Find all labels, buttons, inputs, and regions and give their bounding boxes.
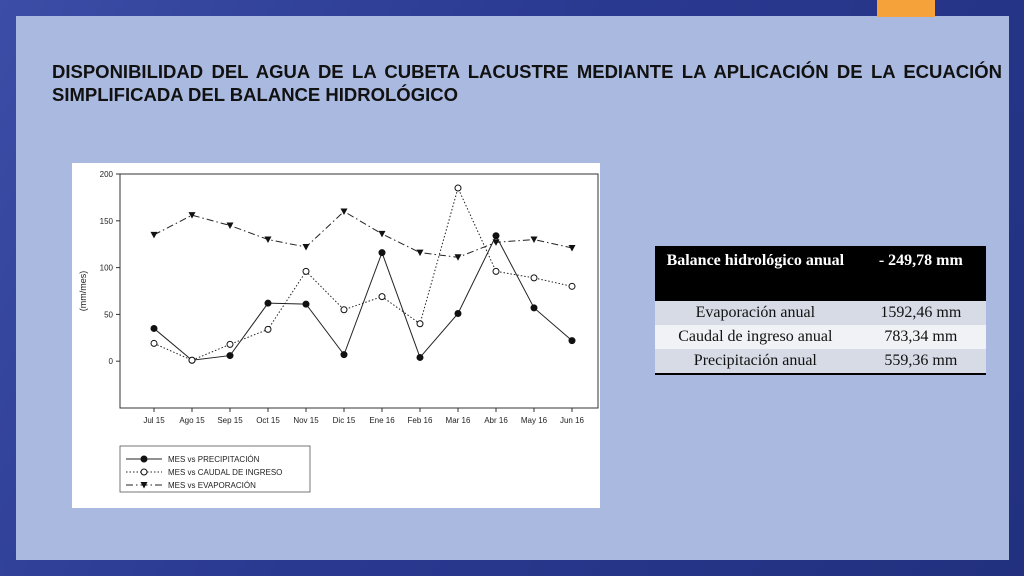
x-tick-label: Mar 16 bbox=[445, 416, 471, 425]
slide-title: DISPONIBILIDAD DEL AGUA DE LA CUBETA LACUSTRE MEDIANTE LA APLICACIÓN DE LA ECUACIÓN SIMPLIFICADA DEL BALANCE HIDROLÓGICO bbox=[52, 61, 1002, 105]
series-1-point bbox=[265, 300, 271, 306]
x-tick-label: Feb 16 bbox=[407, 416, 433, 425]
legend-marker bbox=[141, 456, 147, 462]
series-2-point bbox=[493, 268, 499, 274]
series-3-point bbox=[303, 244, 310, 251]
series-line-1 bbox=[154, 236, 572, 360]
balance-table bbox=[655, 246, 986, 375]
series-3-point bbox=[569, 245, 576, 252]
series-1-point bbox=[493, 233, 499, 239]
legend-entry: MES vs EVAPORACIÓN bbox=[168, 481, 256, 490]
series-1-point bbox=[417, 354, 423, 360]
x-tick-label: Dic 15 bbox=[332, 416, 356, 425]
series-3-point bbox=[455, 254, 462, 261]
series-1-point bbox=[303, 301, 309, 307]
legend-entry: MES vs CAUDAL DE INGRESO bbox=[168, 468, 283, 477]
series-line-2 bbox=[154, 188, 572, 360]
table-cell-label: Evaporación anual bbox=[655, 301, 856, 325]
y-axis-label: (mm/mes) bbox=[78, 270, 88, 312]
series-1-point bbox=[569, 338, 575, 344]
series-1-point bbox=[379, 250, 385, 256]
x-tick-label: Oct 15 bbox=[256, 416, 280, 425]
series-1-point bbox=[151, 325, 157, 331]
table-cell-value: 783,34 mm bbox=[856, 325, 986, 349]
table-row bbox=[655, 349, 986, 374]
table-cell-label: Precipitación anual bbox=[655, 349, 856, 374]
legend-marker bbox=[141, 469, 147, 475]
x-tick-label: Ene 16 bbox=[369, 416, 395, 425]
series-2-point bbox=[455, 185, 461, 191]
series-2-point bbox=[151, 340, 157, 346]
y-tick-label: 150 bbox=[99, 216, 113, 226]
x-tick-label: Sep 15 bbox=[217, 416, 243, 425]
y-tick-label: 50 bbox=[104, 310, 113, 320]
series-2-point bbox=[531, 275, 537, 281]
series-3-point bbox=[151, 232, 158, 239]
line-chart bbox=[72, 163, 600, 508]
legend-entry: MES vs PRECIPITACIÓN bbox=[168, 455, 260, 464]
series-1-point bbox=[531, 305, 537, 311]
chart-panel bbox=[72, 163, 600, 508]
y-tick-label: 200 bbox=[99, 170, 113, 179]
table-cell-value: 1592,46 mm bbox=[856, 301, 986, 325]
x-tick-label: Abr 16 bbox=[484, 416, 508, 425]
table-header-row bbox=[655, 246, 986, 301]
series-1-point bbox=[341, 352, 347, 358]
series-2-point bbox=[303, 268, 309, 274]
table-cell-value: 559,36 mm bbox=[856, 349, 986, 374]
x-tick-label: Jul 15 bbox=[143, 416, 165, 425]
series-2-point bbox=[227, 341, 233, 347]
x-tick-label: Nov 15 bbox=[293, 416, 319, 425]
y-tick-label: 0 bbox=[108, 357, 113, 367]
series-1-point bbox=[227, 353, 233, 359]
table-header-value: - 249,78 mm bbox=[856, 246, 986, 301]
series-2-point bbox=[341, 307, 347, 313]
accent-bar bbox=[877, 0, 935, 17]
table-cell-label: Caudal de ingreso anual bbox=[655, 325, 856, 349]
series-2-point bbox=[189, 357, 195, 363]
series-2-point bbox=[417, 321, 423, 327]
plot-frame bbox=[120, 174, 598, 408]
series-3-point bbox=[379, 231, 386, 238]
series-2-point bbox=[265, 326, 271, 332]
series-2-point bbox=[569, 283, 575, 289]
series-line-3 bbox=[154, 211, 572, 257]
table-row bbox=[655, 325, 986, 349]
table-header-label: Balance hidrológico anual bbox=[655, 246, 856, 301]
x-tick-label: Jun 16 bbox=[559, 416, 585, 425]
series-3-point bbox=[417, 250, 424, 257]
series-2-point bbox=[379, 294, 385, 300]
y-tick-label: 100 bbox=[99, 263, 113, 273]
series-1-point bbox=[455, 310, 461, 316]
x-tick-label: Ago 15 bbox=[179, 416, 205, 425]
series-3-point bbox=[531, 237, 538, 244]
table-row bbox=[655, 301, 986, 325]
x-tick-label: May 16 bbox=[520, 416, 548, 425]
series-3-point bbox=[265, 237, 272, 244]
series-3-point bbox=[227, 222, 234, 229]
